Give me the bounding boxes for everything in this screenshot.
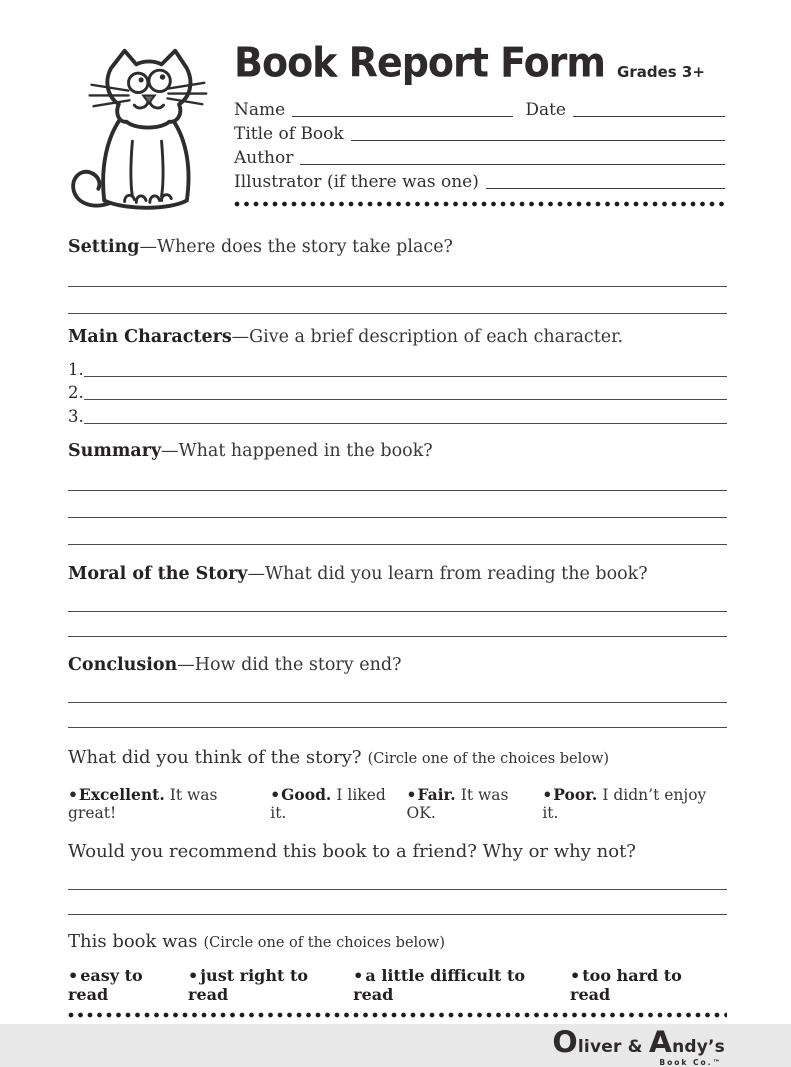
characters-lines [68, 355, 727, 426]
character-writing-line-2[interactable] [84, 399, 727, 400]
recommend-writing-line-2[interactable] [68, 890, 727, 915]
choice-easy-to-read[interactable]: • easy to read [68, 966, 188, 1004]
character-row-3 [68, 402, 727, 426]
moral-writing-line-2[interactable] [68, 612, 727, 637]
choice-good-text: I liked it. [270, 786, 386, 822]
dotted-divider-bottom [68, 1012, 727, 1018]
name-date-row [234, 96, 727, 120]
summary-writing-line-1[interactable] [68, 464, 727, 491]
choice-poor-text: I didn’t enjoy it. [542, 786, 706, 822]
choice-fair[interactable] [407, 785, 543, 822]
summary-question: —What happened in the book? [161, 441, 433, 461]
name-input-line[interactable] [292, 103, 513, 117]
brand-name-second: Andy’s [649, 1028, 725, 1058]
moral-label: Moral of the Story [68, 564, 247, 584]
conclusion-writing-line-1[interactable] [68, 678, 727, 703]
recommend-writing-line-1[interactable] [68, 865, 727, 890]
character-row-1 [68, 355, 727, 379]
moral-heading [68, 564, 727, 584]
conclusion-heading [68, 655, 727, 675]
conclusion-label: Conclusion [68, 655, 177, 675]
character-writing-line-1[interactable] [84, 376, 727, 377]
brand-logo [552, 1028, 725, 1067]
summary-label: Summary [68, 441, 161, 461]
setting-label: Setting [68, 237, 140, 257]
illustrator-row [234, 168, 727, 192]
page-title: Book Report Form [234, 38, 605, 86]
setting-writing-line-1[interactable] [68, 260, 727, 287]
choice-good-label: Good. [281, 785, 331, 804]
setting-question: —Where does the story take place? [140, 237, 453, 257]
brand-subtitle: Book Co.™ [552, 1058, 725, 1067]
choice-too-hard-to-read[interactable]: • too hard to read [570, 966, 727, 1004]
opinion-question-row [68, 747, 727, 768]
summary-heading [68, 441, 727, 461]
difficulty-choices [68, 966, 727, 1004]
recommend-question: Would you recommend this book to a friend? Why or why not? [68, 841, 727, 862]
setting-writing-line-2[interactable] [68, 287, 727, 314]
illustrator-input-line[interactable] [486, 175, 725, 189]
moral-writing-line-1[interactable] [68, 587, 727, 612]
choice-a-little-difficult-to-read[interactable]: • a little difficult to read [353, 966, 570, 1004]
illustrator-label: Illustrator (if there was one) [234, 172, 479, 192]
dotted-divider-top [234, 201, 727, 207]
author-input-line[interactable] [300, 151, 725, 165]
grades-badge: Grades 3+ [617, 63, 705, 81]
form-header [68, 40, 727, 221]
author-row [234, 144, 727, 168]
choice-excellent-label: Excellent. [79, 785, 165, 804]
summary-writing-line-2[interactable] [68, 491, 727, 518]
character-number-3: 3. [68, 407, 84, 426]
date-label: Date [525, 100, 566, 120]
choice-excellent-text: It was great! [68, 786, 218, 822]
choice-fair-text: It was OK. [407, 786, 509, 822]
character-writing-line-3[interactable] [84, 423, 727, 424]
setting-heading [68, 237, 727, 257]
brand-name [552, 1028, 725, 1058]
choice-good[interactable] [270, 785, 406, 822]
summary-writing-line-3[interactable] [68, 518, 727, 545]
choice-just-right-to-read[interactable]: • just right to read [188, 966, 353, 1004]
book-title-input-line[interactable] [351, 127, 725, 141]
name-label: Name [234, 100, 285, 120]
book-title-row [234, 120, 727, 144]
opinion-choices [68, 785, 727, 822]
choice-poor-label: Poor. [553, 785, 597, 804]
conclusion-writing-line-2[interactable] [68, 703, 727, 728]
brand-name-first: Oliver & [552, 1028, 642, 1058]
conclusion-question: —How did the story end? [177, 655, 401, 675]
book-title-label: Title of Book [234, 124, 344, 144]
main-characters-question: —Give a brief description of each character. [232, 327, 623, 347]
difficulty-instruction: (Circle one of the choices below) [204, 935, 445, 951]
character-number-1: 1. [68, 360, 84, 379]
cat-icon [68, 42, 224, 217]
difficulty-question-row [68, 931, 727, 952]
header-right [234, 40, 727, 207]
character-number-2: 2. [68, 383, 84, 402]
author-label: Author [234, 148, 293, 168]
title-row [234, 42, 727, 86]
moral-question: —What did you learn from reading the book? [247, 564, 647, 584]
choice-poor[interactable] [542, 785, 727, 822]
difficulty-question: This book was [68, 931, 198, 952]
opinion-question: What did you think of the story? [68, 747, 362, 768]
date-input-line[interactable] [573, 103, 725, 117]
choice-excellent[interactable] [68, 785, 270, 822]
main-characters-label: Main Characters [68, 327, 232, 347]
cat-illustration [68, 42, 226, 221]
opinion-instruction: (Circle one of the choices below) [368, 751, 609, 767]
character-row-2 [68, 379, 727, 403]
choice-fair-label: Fair. [417, 785, 455, 804]
main-characters-heading [68, 327, 727, 347]
